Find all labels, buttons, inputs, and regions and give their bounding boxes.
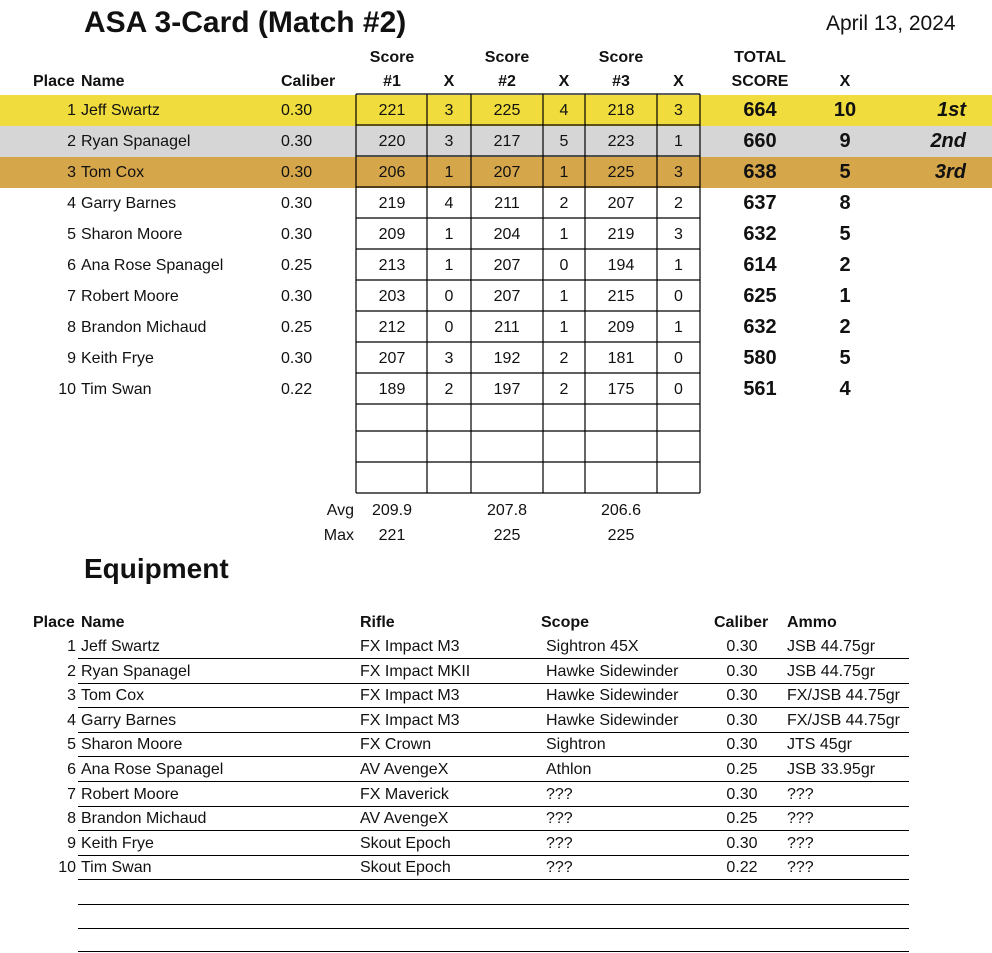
equipment-row [0,710,992,734]
score3-cell: 219 [607,226,635,243]
x2-cell: 2 [559,195,569,212]
award-cell: 3rd [934,161,966,183]
max-score2: 225 [493,527,521,544]
blank-rule [78,928,909,929]
header-score2: #2 [498,73,516,90]
x1-cell: 2 [444,381,454,398]
eq-rifle-cell: FX Crown [360,736,432,754]
total-score-cell: 632 [743,223,777,245]
place-cell: 9 [67,350,76,367]
total-score-cell: 637 [743,192,777,214]
eq-caliber-cell: 0.25 [726,810,758,828]
eq-place-cell: 1 [67,638,76,655]
total-x-cell: 10 [833,99,857,121]
x1-cell: 1 [444,164,454,181]
eq-header-rifle: Rifle [360,614,395,631]
score3-cell: 207 [607,195,635,212]
avg-score2: 207.8 [486,502,528,519]
header-score2-top: Score [484,49,530,66]
eq-rifle-cell: AV AvengeX [360,810,449,828]
eq-ammo-cell: FX/JSB 44.75gr [787,711,900,729]
score1-cell: 209 [378,226,406,243]
place-cell: 10 [58,381,76,398]
eq-place-cell: 5 [67,736,76,754]
total-x-cell: 2 [839,254,851,276]
caliber-cell: 0.30 [281,164,313,181]
score1-cell: 189 [378,381,406,398]
place-cell: 6 [67,257,76,274]
header-x3: X [673,73,684,90]
eq-name-cell: Tim Swan [81,859,152,877]
eq-ammo-cell: JSB 33.95gr [787,761,876,778]
eq-rifle-cell: FX Impact M3 [360,638,460,655]
eq-ammo-cell: FX/JSB 44.75gr [787,687,900,705]
eq-name-cell: Ana Rose Spanagel [81,761,224,778]
row-rule [78,855,909,856]
name-cell: Sharon Moore [81,226,183,243]
eq-caliber-cell: 0.30 [726,736,758,754]
x1-cell: 3 [444,350,454,367]
eq-name-cell: Tom Cox [81,687,145,705]
x1-cell: 4 [444,195,454,212]
name-cell: Tom Cox [81,164,145,181]
caliber-cell: 0.30 [281,102,313,119]
match-date: April 13, 2024 [826,12,956,35]
equipment-row [0,734,992,758]
eq-place-cell: 9 [67,834,76,852]
name-cell: Robert Moore [81,288,179,305]
total-score-cell: 664 [743,99,777,121]
header-score1: #1 [383,73,401,90]
eq-header-caliber: Caliber [714,614,769,631]
x3-cell: 0 [674,350,683,367]
row-rule [78,683,909,684]
x1-cell: 3 [444,133,454,150]
eq-ammo-cell: ??? [787,859,814,877]
eq-place-cell: 4 [67,711,76,729]
x2-cell: 4 [559,102,569,119]
total-x-cell: 5 [839,347,851,369]
total-score-cell: 580 [743,347,777,369]
header-x1: X [443,73,455,90]
score2-cell: 204 [493,226,521,243]
eq-rifle-cell: FX Impact M3 [360,687,460,705]
equipment-row [0,685,992,709]
total-x-cell: 2 [839,316,851,338]
score2-cell: 207 [493,288,521,305]
caliber-cell: 0.30 [281,288,313,305]
equipment-title: Equipment [84,553,229,584]
eq-ammo-cell: ??? [787,785,814,803]
eq-place-cell: 2 [67,662,76,680]
total-x-cell: 5 [839,223,851,245]
eq-ammo-cell: JSB 44.75gr [787,638,876,655]
page-title: ASA 3-Card (Match #2) [84,6,407,39]
row-rule [78,658,909,659]
x2-cell: 1 [559,288,569,305]
row-rule [78,781,909,782]
equipment-row [0,833,992,857]
place-cell: 4 [67,195,76,212]
row-rule [78,732,909,733]
caliber-cell: 0.25 [281,257,313,274]
header-total-top: TOTAL [734,49,786,66]
name-cell: Keith Frye [81,350,154,367]
eq-place-cell: 8 [67,810,76,828]
total-score-cell: 614 [743,254,777,276]
eq-caliber-cell: 0.22 [726,859,758,877]
equipment-row [0,759,992,783]
eq-name-cell: Robert Moore [81,785,179,803]
score3-cell: 223 [607,133,635,150]
eq-rifle-cell: FX Impact M3 [360,711,460,729]
header-x2: X [558,73,570,90]
name-cell: Ryan Spanagel [81,133,191,150]
score1-cell: 206 [378,164,406,181]
header-score3: #3 [612,73,630,90]
total-score-cell: 561 [743,378,777,400]
x1-cell: 0 [444,288,454,305]
score2-cell: 225 [493,102,521,119]
eq-caliber-cell: 0.30 [726,662,758,680]
x3-cell: 1 [674,133,683,150]
total-score-cell: 625 [743,285,777,307]
eq-scope-cell: Hawke Sidewinder [546,662,679,680]
total-x-cell: 1 [839,285,851,307]
eq-scope-cell: Athlon [546,761,592,778]
header-caliber: Caliber [281,73,336,90]
x3-cell: 0 [674,381,683,398]
score1-cell: 207 [378,350,406,367]
score2-cell: 192 [493,350,521,367]
equipment-row [0,784,992,808]
eq-place-cell: 10 [58,859,76,877]
row-rule [78,879,909,880]
award-cell: 1st [937,99,966,121]
score1-cell: 213 [378,257,406,274]
score3-cell: 215 [607,288,635,305]
header-name: Name [81,73,125,90]
score3-cell: 175 [607,381,635,398]
x2-cell: 2 [559,350,569,367]
x3-cell: 3 [674,226,683,243]
equipment-row [0,661,992,685]
eq-rifle-cell: FX Maverick [360,785,449,803]
score2-cell: 211 [494,195,520,212]
score1-cell: 219 [378,195,406,212]
eq-rifle-cell: FX Impact MKII [360,662,471,680]
eq-caliber-cell: 0.30 [726,834,758,852]
blank-rule [78,904,909,905]
total-score-cell: 632 [743,316,777,338]
name-cell: Ana Rose Spanagel [81,257,224,274]
x2-cell: 1 [559,164,569,181]
eq-name-cell: Brandon Michaud [81,810,207,828]
blank-rule [78,951,909,952]
eq-scope-cell: ??? [546,834,573,852]
x2-cell: 2 [559,381,569,398]
eq-scope-cell: Sightron [546,736,606,754]
eq-header-place: Place [33,614,75,631]
eq-caliber-cell: 0.30 [726,687,758,705]
eq-name-cell: Keith Frye [81,834,154,852]
total-score-cell: 638 [743,161,777,183]
total-x-cell: 4 [839,378,851,400]
place-cell: 5 [67,226,76,243]
total-x-cell: 9 [839,130,851,152]
eq-header-name: Name [81,614,125,631]
x3-cell: 3 [674,102,683,119]
equipment-row [0,808,992,832]
x1-cell: 0 [444,319,454,336]
x1-cell: 3 [444,102,454,119]
eq-ammo-cell: ??? [787,810,814,828]
score1-cell: 212 [378,319,406,336]
header-score1-top: Score [369,49,415,66]
score2-cell: 207 [493,164,521,181]
x2-cell: 5 [559,133,569,150]
eq-place-cell: 6 [67,761,76,778]
eq-name-cell: Ryan Spanagel [81,662,191,680]
eq-place-cell: 3 [67,687,76,705]
equipment-row [0,636,992,660]
score3-cell: 194 [607,257,635,274]
eq-name-cell: Sharon Moore [81,736,183,754]
eq-caliber-cell: 0.30 [726,711,758,729]
total-x-cell: 8 [839,192,851,214]
x3-cell: 1 [674,257,683,274]
max-score3: 225 [607,527,635,544]
header-place: Place [33,73,75,90]
max-label: Max [323,527,354,544]
eq-rifle-cell: Skout Epoch [360,859,451,877]
eq-scope-cell: Sightron 45X [546,638,639,655]
score3-cell: 218 [607,102,635,119]
place-cell: 7 [67,288,76,305]
x3-cell: 2 [674,195,683,212]
eq-place-cell: 7 [67,785,76,803]
eq-scope-cell: ??? [546,859,573,877]
eq-name-cell: Garry Barnes [81,711,177,729]
eq-ammo-cell: JTS 45gr [787,736,852,754]
eq-scope-cell: ??? [546,810,573,828]
eq-header-ammo: Ammo [787,614,837,631]
x3-cell: 1 [674,319,683,336]
eq-header-scope: Scope [541,614,590,631]
eq-ammo-cell: ??? [787,834,814,852]
eq-rifle-cell: Skout Epoch [360,834,451,852]
x1-cell: 1 [444,226,454,243]
x3-cell: 0 [674,288,683,305]
avg-score1: 209.9 [371,502,413,519]
eq-name-cell: Jeff Swartz [81,638,160,655]
total-x-cell: 5 [839,161,851,183]
score2-cell: 217 [493,133,521,150]
row-rule [78,830,909,831]
row-rule [78,756,909,757]
score2-cell: 207 [493,257,521,274]
place-cell: 1 [67,102,76,119]
score3-cell: 181 [607,350,635,367]
eq-scope-cell: ??? [546,785,573,803]
caliber-cell: 0.30 [281,195,313,212]
place-cell: 8 [67,319,76,336]
place-cell: 2 [67,133,76,150]
name-cell: Brandon Michaud [81,319,207,336]
caliber-cell: 0.30 [281,133,313,150]
caliber-cell: 0.30 [281,350,313,367]
eq-caliber-cell: 0.25 [726,761,758,778]
score1-cell: 221 [378,102,406,119]
header-total-bottom: SCORE [731,73,789,90]
x2-cell: 1 [559,319,569,336]
eq-caliber-cell: 0.30 [726,785,758,803]
caliber-cell: 0.25 [281,319,313,336]
row-rule [78,806,909,807]
eq-scope-cell: Hawke Sidewinder [546,711,679,729]
equipment-row [0,857,992,881]
place-cell: 3 [67,164,76,181]
avg-label: Avg [326,502,354,519]
header-total-x: X [839,73,851,90]
name-cell: Jeff Swartz [81,102,160,119]
row-rule [78,707,909,708]
x2-cell: 0 [559,257,569,274]
eq-caliber-cell: 0.30 [726,638,758,655]
score3-cell: 225 [607,164,635,181]
eq-scope-cell: Hawke Sidewinder [546,687,679,705]
eq-ammo-cell: JSB 44.75gr [787,662,876,680]
caliber-cell: 0.22 [281,381,313,398]
score2-cell: 211 [494,319,520,336]
score1-cell: 220 [378,133,406,150]
x2-cell: 1 [559,226,569,243]
award-cell: 2nd [930,130,966,152]
name-cell: Tim Swan [81,381,152,398]
score1-cell: 203 [378,288,406,305]
avg-score3: 206.6 [600,502,642,519]
total-score-cell: 660 [743,130,777,152]
score3-cell: 209 [607,319,635,336]
max-score1: 221 [378,527,406,544]
x3-cell: 3 [674,164,683,181]
x1-cell: 1 [444,257,454,274]
header-score3-top: Score [598,49,644,66]
caliber-cell: 0.30 [281,226,313,243]
name-cell: Garry Barnes [81,195,177,212]
eq-rifle-cell: AV AvengeX [360,761,449,778]
score2-cell: 197 [493,381,521,398]
